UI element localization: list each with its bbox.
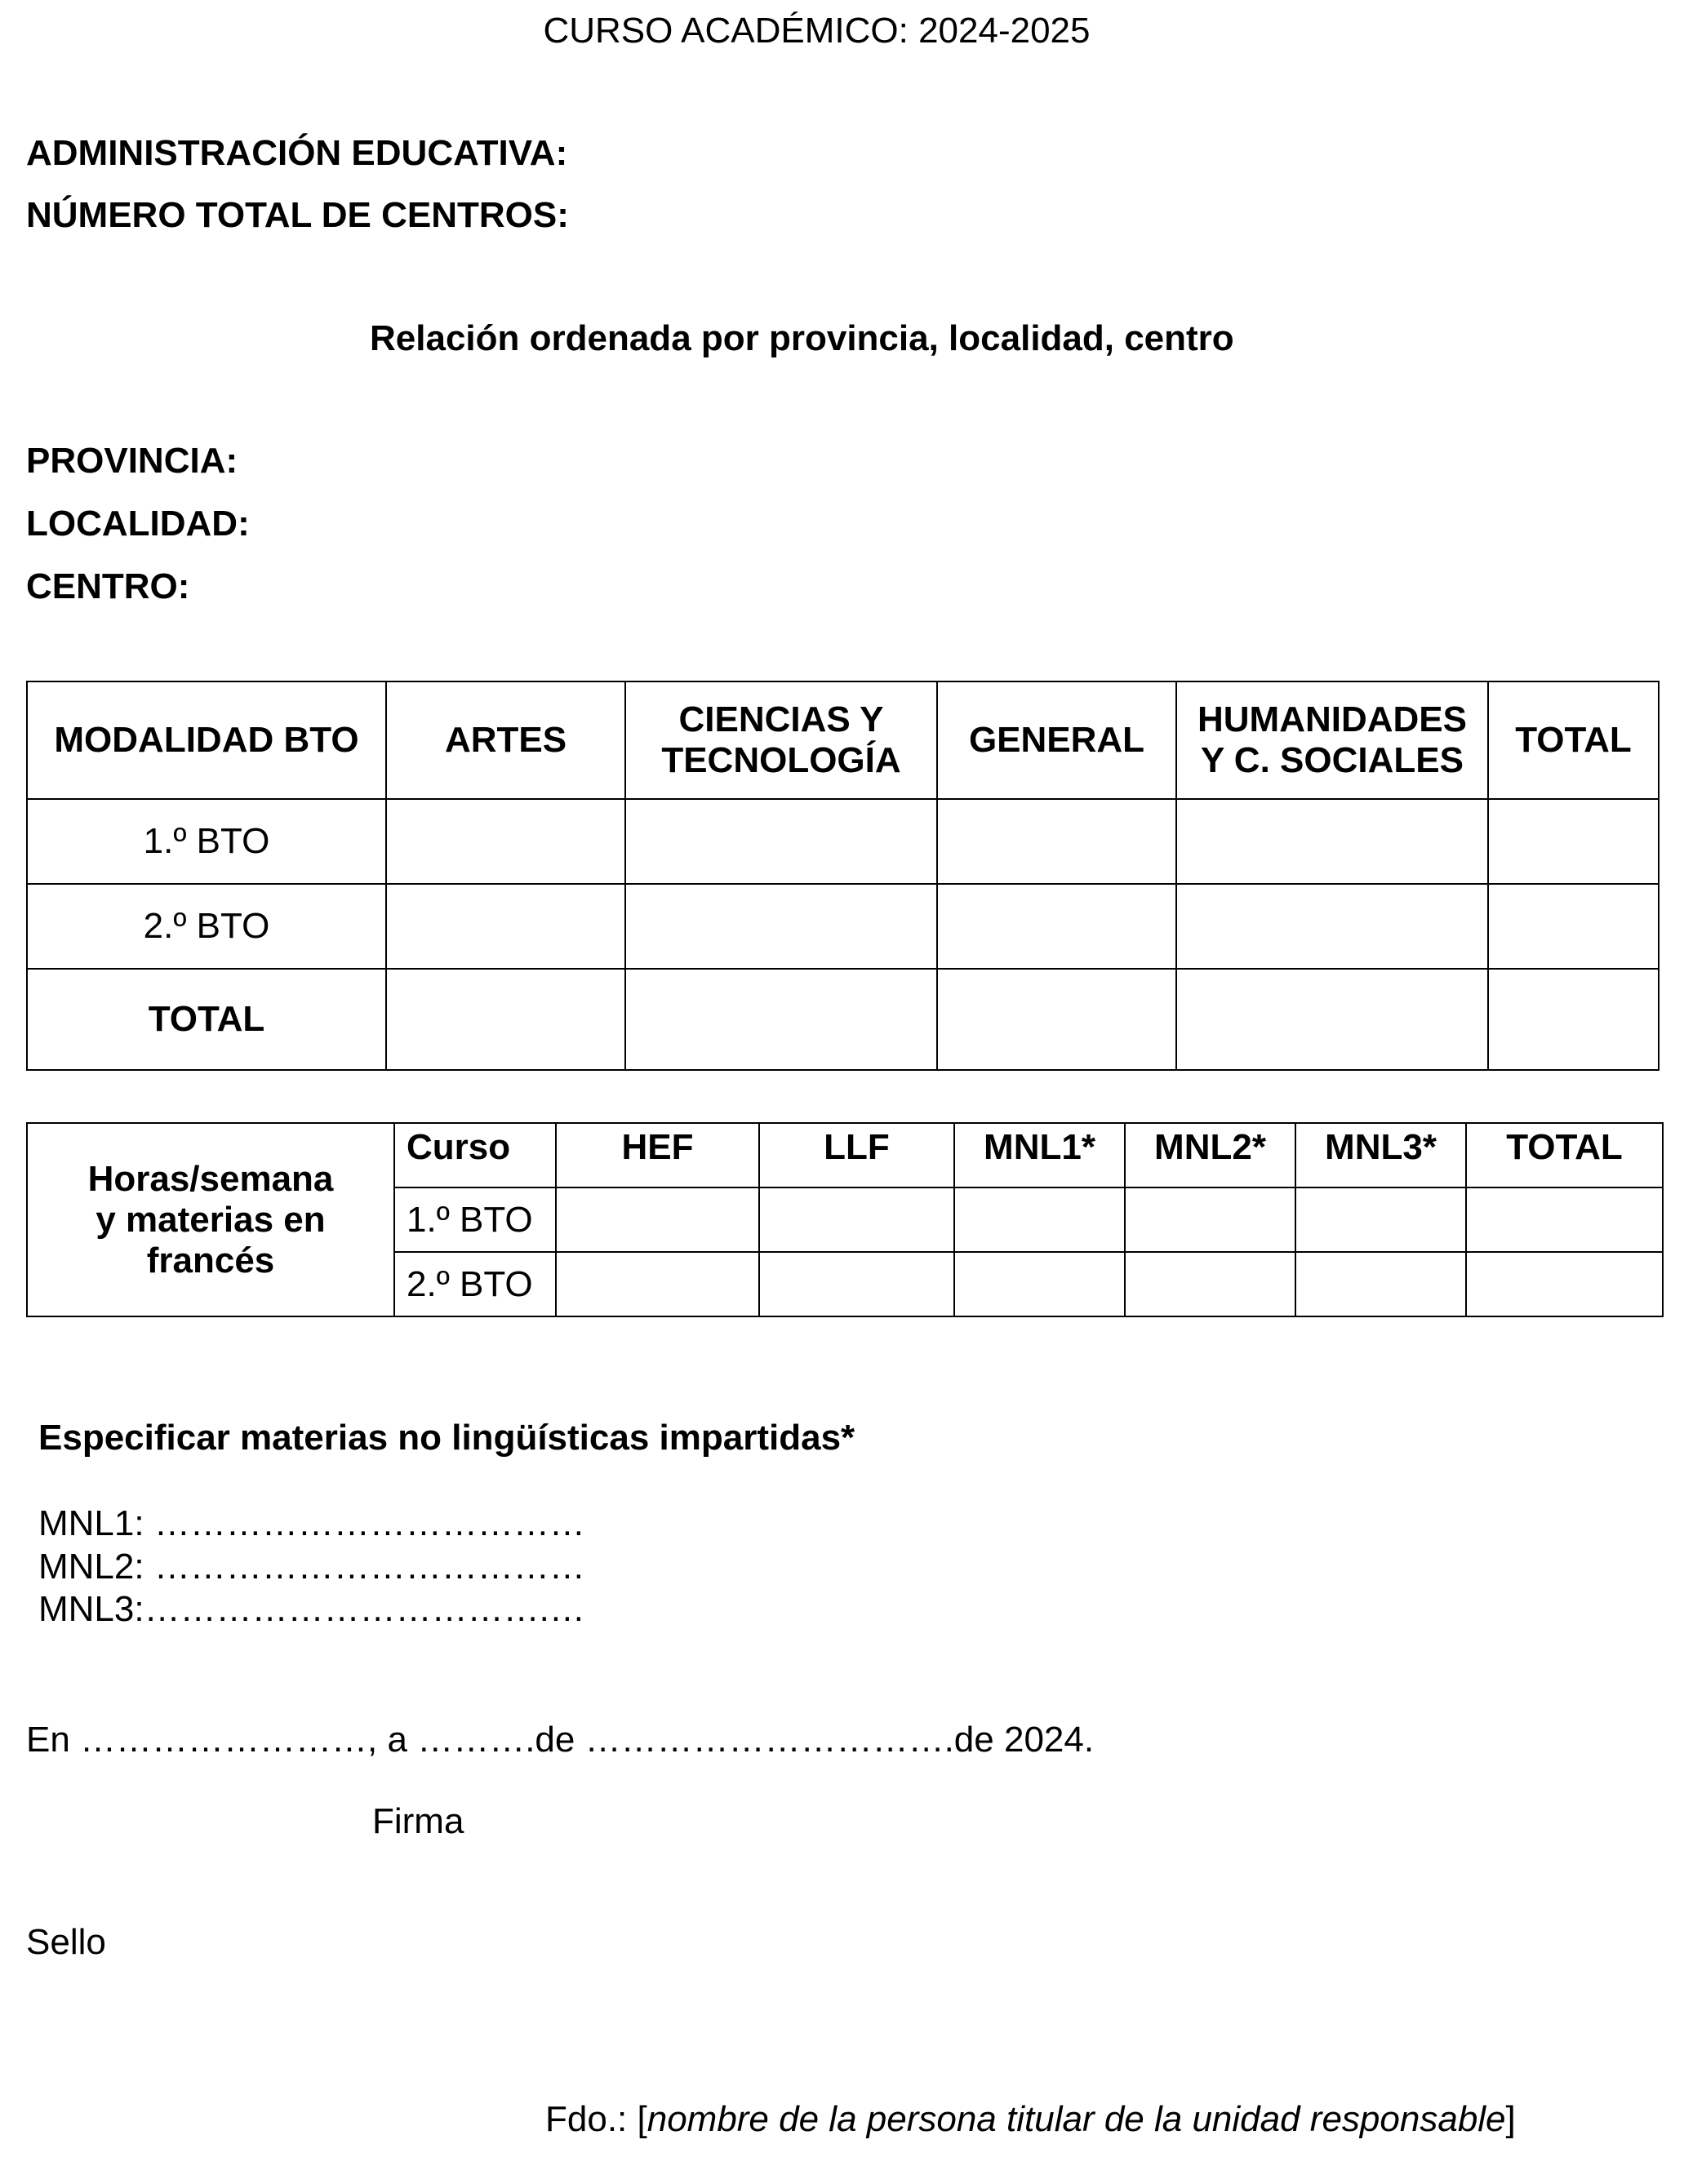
modality-header-row (27, 681, 1659, 799)
input-cell[interactable] (556, 1252, 759, 1316)
row-label-1bto: 1.º BTO (394, 1187, 556, 1252)
hours-row-header-line3: francés (146, 1240, 275, 1281)
hours-row-header-line1: Horas/semana (87, 1158, 334, 1199)
table-row (27, 799, 1659, 884)
input-cell[interactable] (625, 969, 937, 1070)
input-cell[interactable] (1125, 1252, 1295, 1316)
input-cell[interactable] (937, 799, 1176, 884)
row-label-2bto: 2.º BTO (394, 1252, 556, 1316)
input-cell[interactable] (759, 1252, 954, 1316)
header-ciencias-line1: CIENCIAS Y (678, 699, 884, 739)
academic-year: CURSO ACADÉMICO: 2024-2025 (543, 11, 1091, 51)
header-ciencias (625, 681, 937, 799)
input-cell[interactable] (1488, 969, 1659, 1070)
header-mnl3: MNL3* (1295, 1123, 1466, 1187)
signed-by (545, 2098, 1516, 2141)
input-cell[interactable] (625, 884, 937, 969)
input-cell[interactable] (1488, 799, 1659, 884)
input-cell[interactable] (937, 969, 1176, 1070)
header-humanidades (1176, 681, 1488, 799)
header-hef: HEF (556, 1123, 759, 1187)
input-cell[interactable] (1125, 1187, 1295, 1252)
header-artes: ARTES (386, 681, 625, 799)
hours-row-header (27, 1123, 394, 1316)
header-llf: LLF (759, 1123, 954, 1187)
specify-title: Especificar materias no lingüísticas impartidas* (38, 1418, 855, 1458)
header-mnl1: MNL1* (954, 1123, 1125, 1187)
header-curso: Curso (394, 1123, 556, 1187)
mnl3-line[interactable]: MNL3:…………………………….… (38, 1589, 585, 1629)
signed-by-suffix: ] (1505, 2099, 1516, 2139)
total-centers-label: NÚMERO TOTAL DE CENTROS: (26, 195, 569, 235)
input-cell[interactable] (1466, 1187, 1663, 1252)
header-humanidades-line2: Y C. SOCIALES (1201, 740, 1464, 780)
input-cell[interactable] (386, 799, 625, 884)
header-general: GENERAL (937, 681, 1176, 799)
hours-header-row (27, 1123, 1663, 1187)
input-cell[interactable] (1295, 1187, 1466, 1252)
table-row (27, 969, 1659, 1070)
header-humanidades-line1: HUMANIDADES (1197, 699, 1467, 739)
input-cell[interactable] (954, 1252, 1125, 1316)
seal-label: Sello (26, 1922, 106, 1962)
input-cell[interactable] (386, 969, 625, 1070)
input-cell[interactable] (1176, 969, 1488, 1070)
input-cell[interactable] (937, 884, 1176, 969)
input-cell[interactable] (556, 1187, 759, 1252)
province-label: PROVINCIA: (26, 441, 238, 481)
header-mnl2: MNL2* (1125, 1123, 1295, 1187)
modality-table (26, 681, 1660, 1071)
hours-row-header-line2: y materias en (96, 1199, 326, 1240)
mnl1-line[interactable]: MNL1: ……………………………… (38, 1503, 585, 1543)
row-label-total: TOTAL (27, 969, 386, 1070)
input-cell[interactable] (1466, 1252, 1663, 1316)
mnl2-line[interactable]: MNL2: ……………………………… (38, 1547, 585, 1587)
place-date-line[interactable]: En ……………………, a ……….de ………………………….de 2024. (26, 1720, 1095, 1760)
input-cell[interactable] (1295, 1252, 1466, 1316)
hours-table (26, 1122, 1664, 1317)
input-cell[interactable] (1176, 799, 1488, 884)
header-ciencias-line2: TECNOLOGÍA (661, 740, 901, 780)
center-label: CENTRO: (26, 566, 190, 606)
input-cell[interactable] (1488, 884, 1659, 969)
subtitle: Relación ordenada por provincia, localidad, centro (370, 318, 1234, 358)
input-cell[interactable] (759, 1187, 954, 1252)
signed-by-prefix: Fdo.: [ (545, 2099, 647, 2139)
table-row (27, 884, 1659, 969)
input-cell[interactable] (1176, 884, 1488, 969)
header-total: TOTAL (1488, 681, 1659, 799)
input-cell[interactable] (625, 799, 937, 884)
row-label-2bto: 2.º BTO (27, 884, 386, 969)
input-cell[interactable] (954, 1187, 1125, 1252)
row-label-1bto: 1.º BTO (27, 799, 386, 884)
signature-label: Firma (372, 1801, 464, 1841)
header-modalidad: MODALIDAD BTO (27, 681, 386, 799)
input-cell[interactable] (386, 884, 625, 969)
header-total: TOTAL (1466, 1123, 1663, 1187)
administration-label: ADMINISTRACIÓN EDUCATIVA: (26, 133, 568, 173)
signed-by-name: nombre de la persona titular de la unidad responsable (646, 2099, 1506, 2139)
locality-label: LOCALIDAD: (26, 504, 250, 544)
